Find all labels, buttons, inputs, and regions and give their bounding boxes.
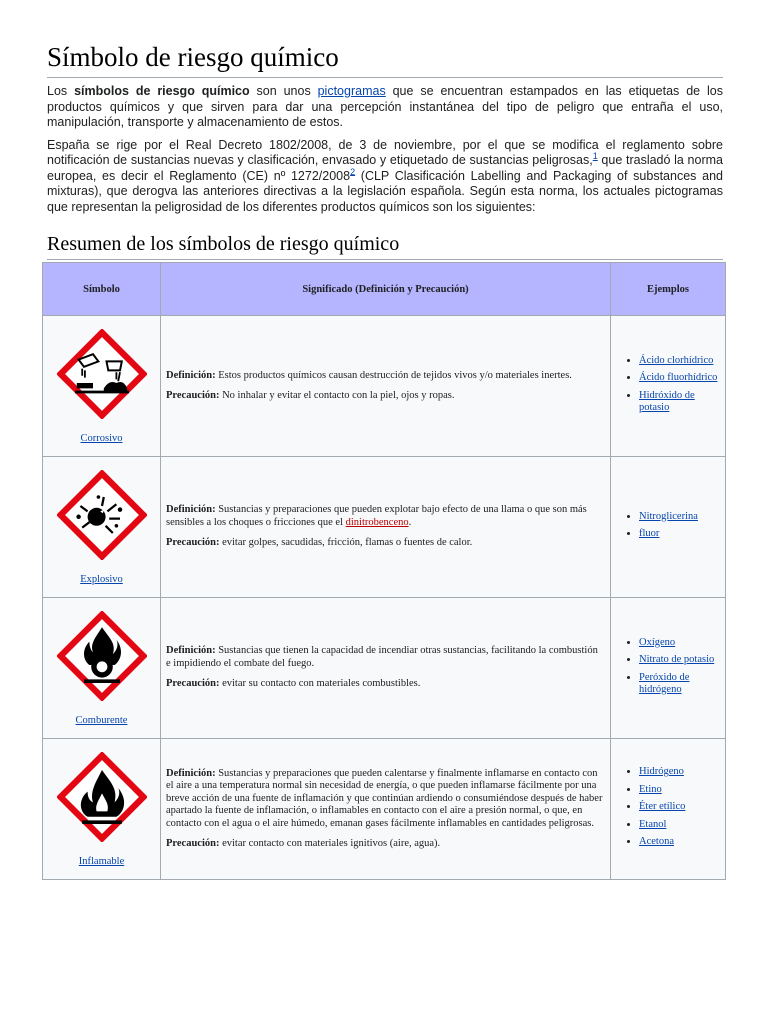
example-link[interactable]: Etanol — [639, 818, 667, 830]
list-item — [639, 783, 725, 797]
pictogramas-link[interactable]: pictogramas — [317, 84, 386, 98]
examples-list — [615, 354, 725, 415]
legislation-paragraph — [47, 138, 723, 216]
examples-cell — [611, 457, 726, 598]
article — [47, 40, 723, 267]
precaution-text: evitar golpes, sacudidas, fricción, flamas o fuentes de calor. — [219, 537, 473, 549]
definition-label: Definición: — [166, 504, 216, 516]
intro-text-1: Los — [47, 84, 75, 98]
example-link[interactable]: Oxígeno — [639, 636, 676, 648]
definition-label: Definición: — [166, 767, 216, 779]
dinitrobenceno-link[interactable]: dinitrobenceno — [345, 516, 409, 528]
header-ejemplos: Ejemplos — [611, 263, 726, 316]
meaning-cell — [161, 739, 611, 880]
reference-1-link[interactable]: 1 — [592, 150, 598, 161]
hazard-symbols-table — [42, 262, 726, 880]
example-link[interactable]: Éter etílico — [639, 801, 686, 813]
definition-label: Definición: — [166, 369, 216, 381]
list-item — [639, 636, 725, 650]
table-row — [43, 598, 726, 739]
symbol-cell — [43, 457, 161, 598]
definition-label: Definición: — [166, 645, 216, 657]
list-item — [639, 835, 725, 849]
list-item — [639, 671, 725, 697]
list-item — [639, 389, 725, 415]
list-item — [639, 354, 725, 368]
intro-paragraph — [47, 84, 723, 131]
symbol-link-comburente[interactable]: Comburente — [75, 715, 128, 726]
symbol-cell — [43, 316, 161, 457]
precaution-label: Precaución: — [166, 678, 220, 690]
meaning-cell — [161, 598, 611, 739]
example-link[interactable]: Hidrógeno — [639, 766, 684, 778]
flammable-icon — [57, 752, 147, 842]
definition-text: Sustancias que tienen la capacidad de incendiar otras sustancias, facilitando la combustión e impidiendo el combate del fuego. — [166, 645, 598, 669]
table-row — [43, 316, 726, 457]
example-link[interactable]: Ácido clorhídrico — [639, 354, 714, 366]
definition-text: Sustancias y preparaciones que pueden calentarse y finalmente inflamarse en contacto con el aire a una temperatura normal sin necesidad de energía, o que pueden inflamarse fácilmente por una breve acción de una fuente de inflamación y que continúan ardiendo o consumiéndose después de haber apartado la fuente de inflamación, o inflamables en contacto con el aire a presión normal, o que, en contacto con el agua o el aire húmedo, emanan gases fácilmente inflamables en cantidades peligrosas. — [166, 767, 603, 829]
table-row — [43, 457, 726, 598]
definition-text: Estos productos químicos causan destrucción de tejidos vivos y/o materiales inertes. — [215, 369, 572, 381]
explosive-icon — [57, 470, 147, 560]
legislation-text-1: España se rige por el Real Decreto 1802/2008, de 3 de noviembre, por el que se modifica el reglamento sobre notificación de sustancias nuevas y clasificación, envasado y etiquetado de sustancias peligrosas, — [47, 137, 723, 167]
intro-text-3: que se encuentran estampados en las etiquetas de los productos químicos y que sirven para dar una percepción instantánea del tipo de peligro que entraña el uso, manipulación, transporte y almacenamiento de estos. — [47, 84, 723, 129]
example-link[interactable]: Nitrato de potasio — [639, 654, 715, 665]
examples-list — [615, 765, 725, 849]
definition-text: Sustancias y preparaciones que pueden explotar bajo efecto de una llama o que son más sensibles a los choques o fricciones que el — [166, 504, 587, 528]
precaution-text: evitar contacto con materiales ignitivos (aire, agua). — [219, 838, 441, 849]
table-header-row — [43, 263, 726, 316]
oxidizer-icon — [57, 611, 147, 701]
table-row — [43, 739, 726, 880]
examples-cell — [611, 598, 726, 739]
example-link[interactable]: Peróxido de hidrógeno — [639, 671, 690, 695]
header-simbolo: Símbolo — [43, 263, 161, 316]
examples-list — [615, 510, 725, 541]
precaution-label: Precaución: — [166, 838, 220, 849]
symbol-link-explosivo[interactable]: Explosivo — [80, 574, 123, 585]
precaution-label: Precaución: — [166, 537, 220, 549]
legislation-text-3: (CLP Clasificación Labelling and Packaging of substances and mixturas), que derogva las anteriores directivas a la legislación española. Según esta norma, los actuales pictogramas que representan la peligrosidad de los diferentes productos químicos son los siguientes: — [47, 168, 723, 214]
definition-text-end: . — [408, 516, 412, 528]
example-link[interactable]: Acetona — [639, 836, 674, 848]
example-link[interactable]: Hidróxido de potasio — [639, 389, 695, 413]
precaution-text: evitar su contacto con materiales combustibles. — [219, 678, 421, 690]
precaution-label: Precaución: — [166, 390, 220, 401]
symbol-link-inflamable[interactable]: Inflamable — [78, 856, 125, 867]
example-link[interactable]: Etino — [639, 783, 662, 795]
list-item — [639, 765, 725, 779]
corrosive-icon — [57, 329, 147, 419]
list-item — [639, 653, 725, 667]
reference-2-link[interactable]: 2 — [350, 166, 356, 177]
intro-text-2: son unos — [249, 84, 318, 98]
examples-cell — [611, 739, 726, 880]
legislation-text-2: que trasladó la norma europea, es decir el Reglamento (CE) nº 1272/2008 — [47, 153, 723, 183]
example-link[interactable]: Ácido fluorhídrico — [639, 372, 718, 383]
list-item — [639, 818, 725, 832]
list-item — [639, 800, 725, 814]
meaning-cell — [161, 316, 611, 457]
section-heading: Resumen de los símbolos de riesgo químico — [47, 231, 723, 260]
list-item — [639, 371, 725, 385]
example-link[interactable]: Nitroglicerina — [639, 510, 698, 522]
list-item — [639, 510, 725, 524]
symbol-cell — [43, 739, 161, 880]
precaution-text: No inhalar y evitar el contacto con la piel, ojos y ropas. — [219, 390, 455, 401]
symbol-link-corrosivo[interactable]: Corrosivo — [80, 433, 123, 444]
examples-cell — [611, 316, 726, 457]
examples-list — [615, 636, 725, 697]
symbol-cell — [43, 598, 161, 739]
list-item — [639, 527, 725, 541]
intro-bold-term: símbolos de riesgo químico — [74, 84, 250, 98]
meaning-cell — [161, 457, 611, 598]
example-link[interactable]: fluor — [639, 528, 660, 539]
header-significado: Significado (Definición y Precaución) — [161, 263, 611, 316]
page-title: Símbolo de riesgo químico — [47, 40, 723, 78]
